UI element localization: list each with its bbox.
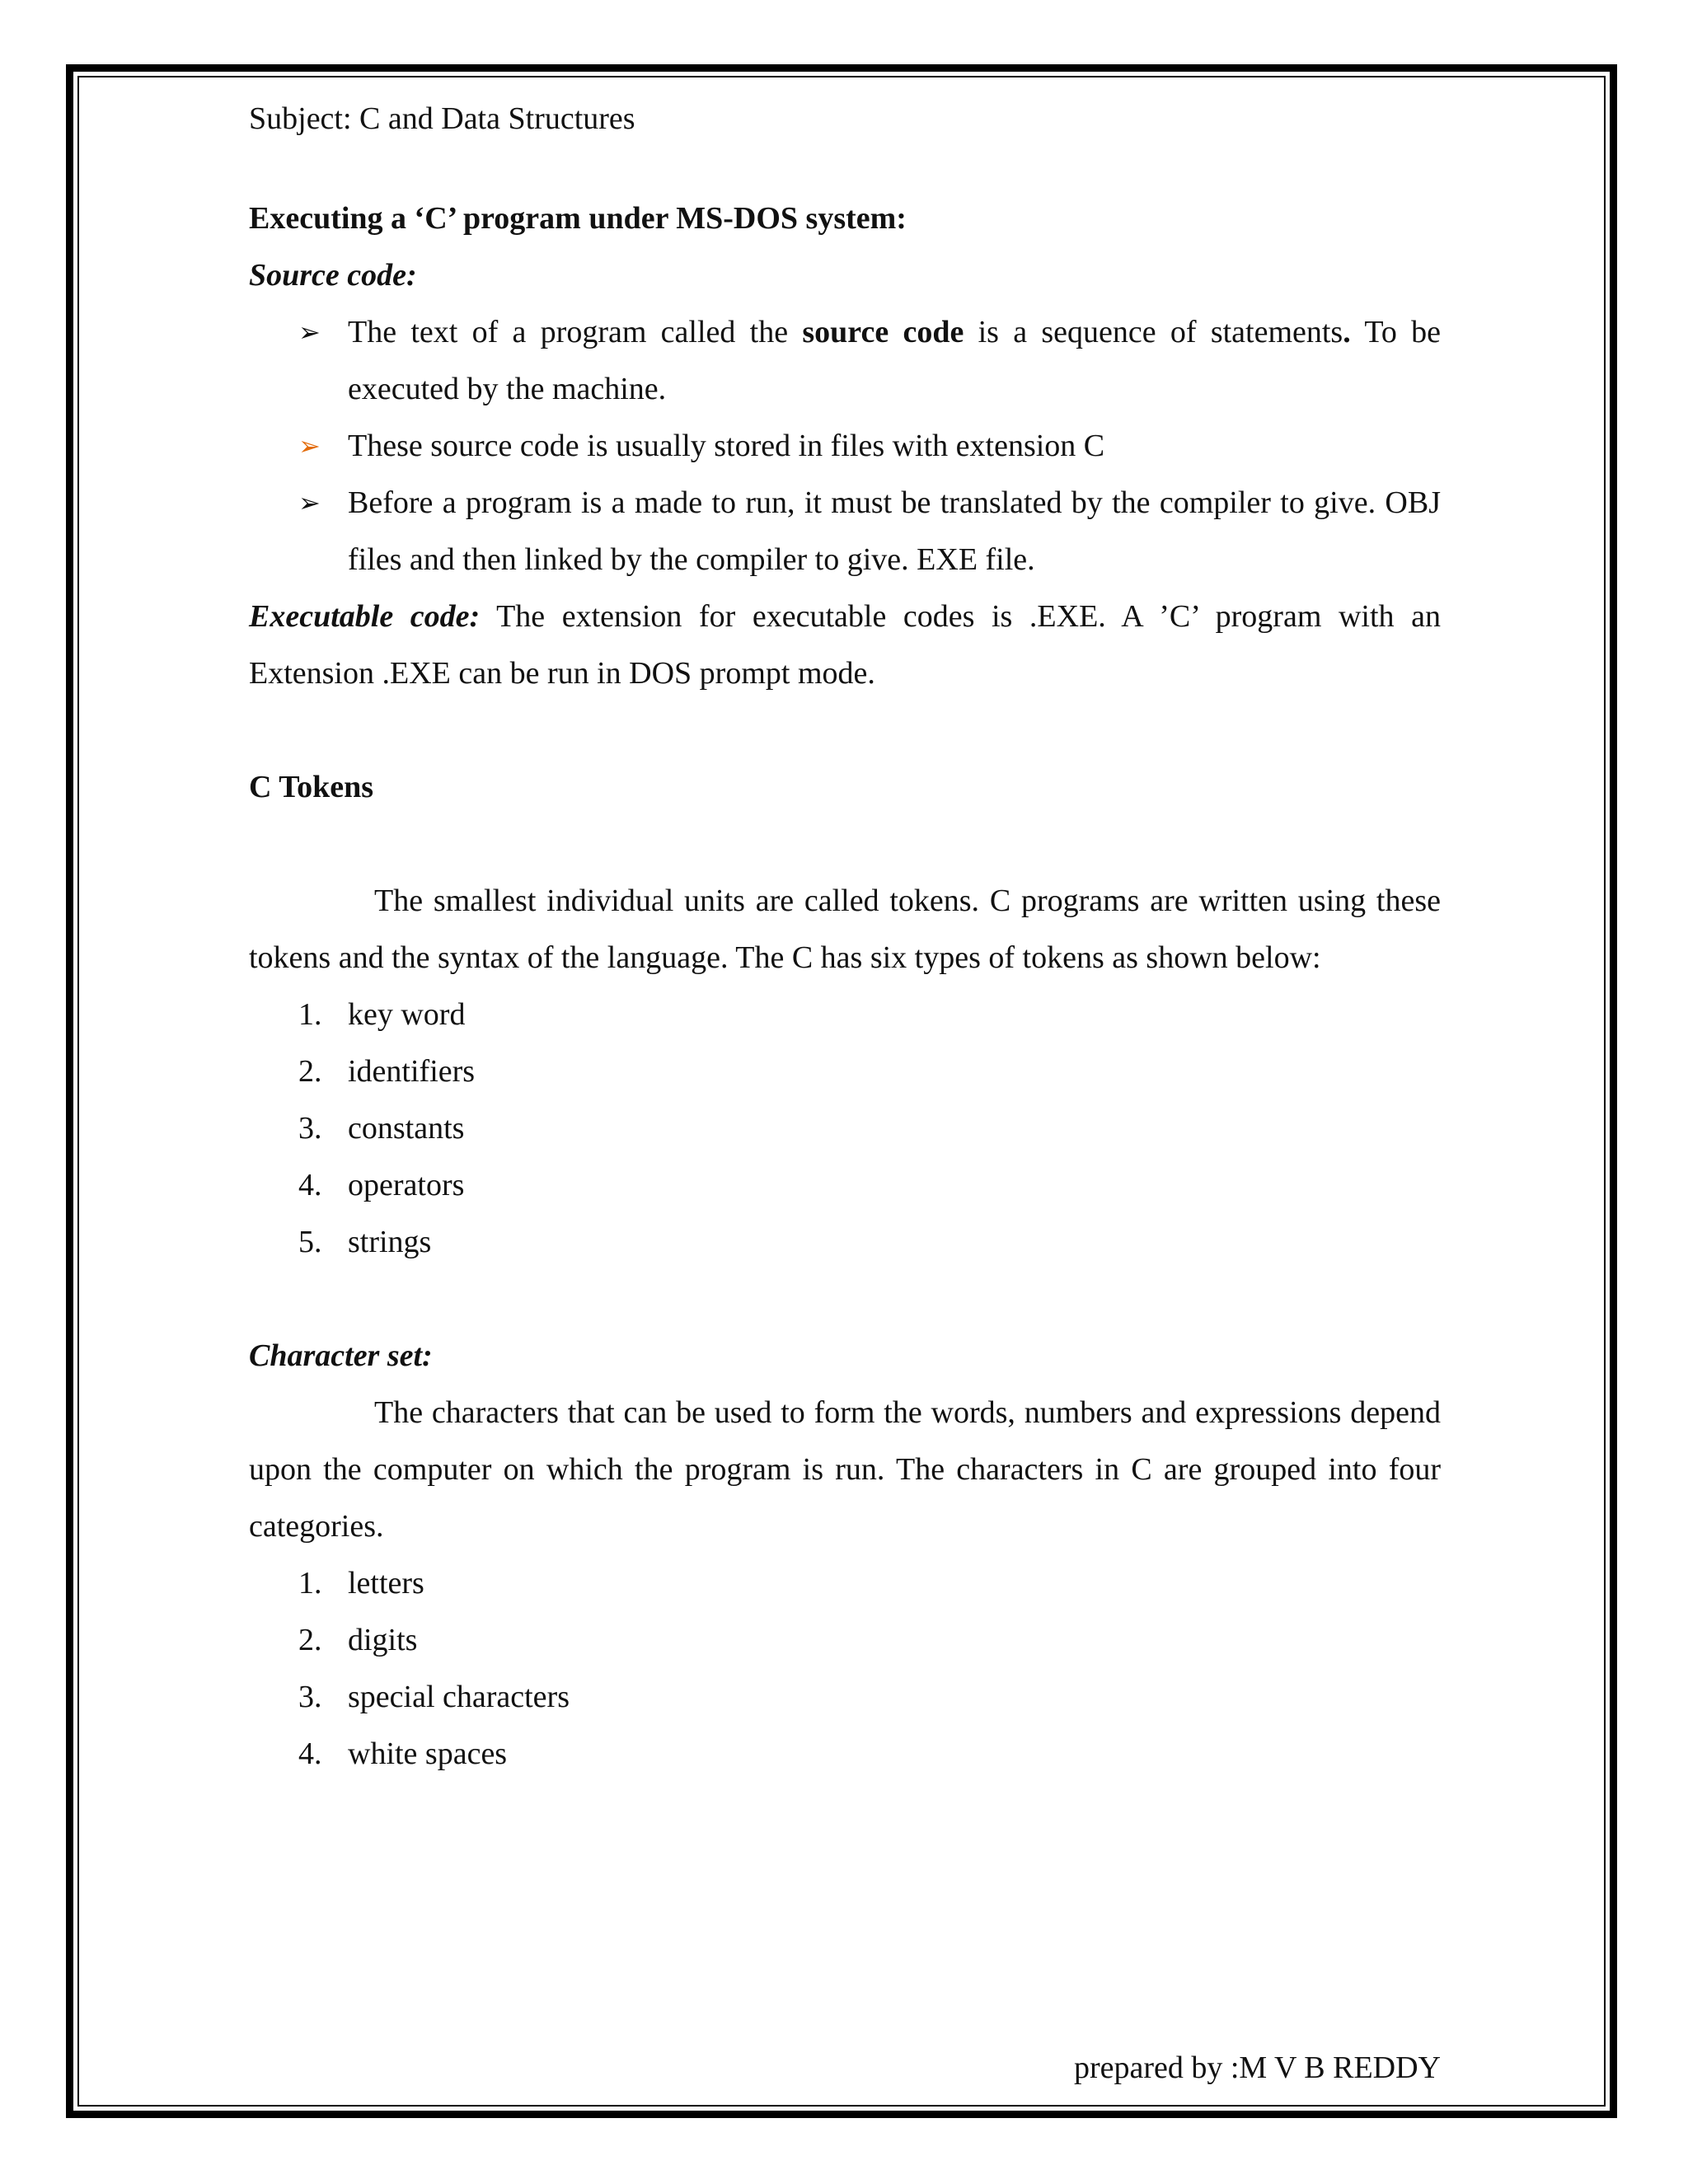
list-number: 3. [298,1680,322,1714]
list-label: special characters [348,1680,570,1714]
bullet-text: The text of a program called the [348,315,803,349]
list-number: 3. [298,1111,322,1146]
arrowhead-bullet-icon: ➢ [298,487,321,518]
executable-code-paragraph [249,588,1441,702]
list-label: strings [348,1225,432,1259]
list-number: 4. [298,1168,322,1202]
bullet-text: These source code is usually stored in files with extension C [348,429,1105,463]
character-set-paragraph: The characters that can be used to form the words, numbers and expressions depend upon the computer on which the program is run. The characters in C are grouped into four categories. [249,1395,1441,1544]
bullet-text: Before a program is a made to run, it must be translated by the compiler to give. OBJ files and then linked by the compiler to give. EXE file. [348,485,1441,577]
arrowhead-bullet-icon-orange: ➢ [298,430,321,462]
list-item [249,1043,1441,1100]
executable-code-label: Executable code: [249,599,481,634]
list-number: 2. [298,1623,322,1657]
list-item [249,1157,1441,1214]
list-label: digits [348,1623,418,1657]
bullet-item [249,304,1441,418]
list-item [249,1726,1441,1783]
list-number: 5. [298,1225,322,1259]
c-tokens-paragraph: The smallest individual units are called tokens. C programs are written using these tokens and the syntax of the language. The C has six types of tokens as shown below: [249,883,1441,975]
source-code-label: Source code: [249,258,417,293]
list-item [249,1669,1441,1726]
list-item [249,1612,1441,1669]
token-types-list [249,987,1441,1271]
bullet-text: is a sequence of statements [964,315,1343,349]
document-page [249,91,1441,1783]
section-heading-msdos: Executing a ‘C’ program under MS-DOS system: [249,201,907,236]
list-number: 1. [298,997,322,1032]
list-number: 1. [298,1566,322,1601]
list-number: 2. [298,1054,322,1089]
bullet-text: To be executed by the machine. [348,315,1442,406]
list-item [249,1555,1441,1612]
list-item [249,987,1441,1043]
character-categories-list [249,1555,1441,1783]
bullet-bold-term: source code [802,315,964,349]
list-label: operators [348,1168,465,1202]
section-heading-character-set: Character set: [249,1338,433,1373]
bullet-bold-period: . [1343,315,1351,349]
list-number: 4. [298,1736,322,1771]
executable-code-text: The extension for executable codes is .EXE. A ’C’ program with an Extension .EXE can be run in DOS prompt mode. [249,599,1441,691]
section-heading-c-tokens: C Tokens [249,770,374,804]
bullet-item [249,418,1441,475]
bullet-item [249,475,1441,588]
source-code-bullets [249,304,1441,588]
list-item [249,1214,1441,1271]
prepared-by-footer: prepared by :M V B REDDY [1073,2050,1441,2085]
list-label: letters [348,1566,424,1601]
list-label: key word [348,997,466,1032]
list-label: constants [348,1111,465,1146]
list-item [249,1100,1441,1157]
subject-header: Subject: C and Data Structures [249,101,635,136]
list-label: white spaces [348,1736,508,1771]
arrowhead-bullet-icon: ➢ [298,316,321,348]
list-label: identifiers [348,1054,476,1089]
